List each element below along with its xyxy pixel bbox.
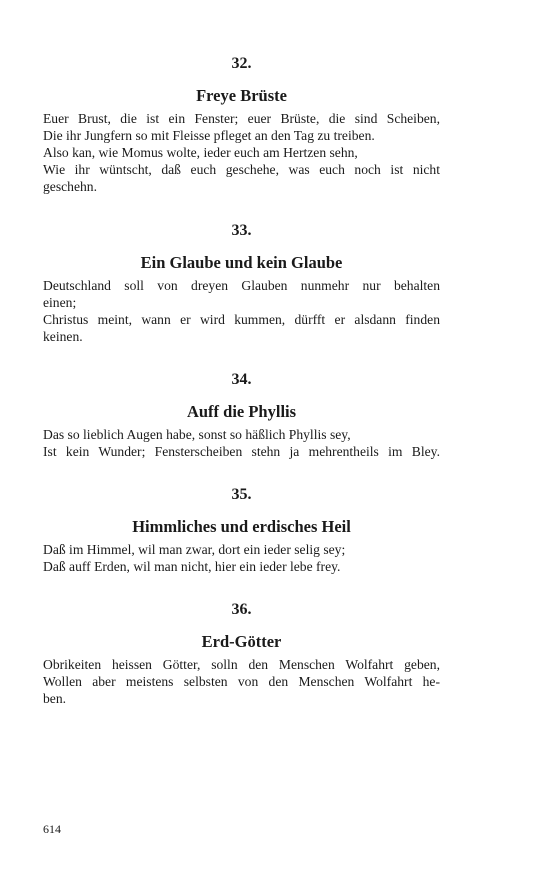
poem-line: Euer Brust, die ist ein Fenster; euer Brüste, die sind Scheiben,: [43, 111, 440, 126]
poem-line: Christus meint, wann er wird kummen, dürfft er alsdann finden: [43, 312, 440, 327]
poem-line: Wollen aber meistens selbsten von den Menschen Wolfahrt he-: [43, 674, 440, 689]
poem-title: Auff die Phyllis: [186, 402, 297, 421]
poem-line: Wie ihr wüntscht, daß euch geschehe, was euch noch ist nicht: [43, 162, 440, 177]
poem-number: 35.: [231, 486, 252, 503]
poem-body: [43, 541, 440, 575]
poem-number: 33.: [231, 222, 252, 239]
poem-body: [43, 426, 440, 460]
poem-36: [43, 600, 440, 707]
poem-35: [43, 485, 440, 575]
poem-body: [43, 656, 440, 707]
poem-line: Das so lieblich Augen habe, sonst so häßlich Phyllis sey,: [43, 427, 351, 442]
poem-line: Also kan, wie Momus wolte, ieder euch am Hertzen sehn,: [43, 145, 358, 160]
poem-line: geschehn.: [43, 179, 97, 194]
poem-line: Obrikeiten heissen Götter, solln den Menschen Wolfahrt geben,: [43, 657, 440, 672]
poem-line: Daß auff Erden, wil man nicht, hier ein ieder lebe frey.: [43, 559, 341, 574]
poem-body: [43, 110, 440, 195]
poem-number: 32.: [231, 55, 252, 72]
poem-title: Ein Glaube und kein Glaube: [140, 253, 343, 272]
poem-body: [43, 277, 440, 345]
page-content: [43, 54, 440, 707]
poem-line: Deutschland soll von dreyen Glauben nunmehr nur behalten: [43, 278, 440, 293]
poem-title: Erd-Götter: [201, 632, 282, 651]
page-number: 614: [43, 822, 61, 836]
poem-line: Die ihr Jungfern so mit Fleisse pfleget an den Tag zu treiben.: [43, 128, 375, 143]
poem-title: Freye Brüste: [196, 86, 287, 105]
poem-33: [43, 221, 440, 345]
poem-number: 36.: [231, 601, 252, 618]
poem-line: Daß im Himmel, wil man zwar, dort ein ieder selig sey;: [43, 542, 346, 557]
poem-line: Ist kein Wunder; Fensterscheiben stehn ja mehrentheils im Bley.: [43, 444, 440, 459]
poem-number: 34.: [231, 371, 252, 388]
poem-line: ben.: [43, 691, 67, 706]
poem-34: [43, 370, 440, 460]
poem-32: [43, 54, 440, 195]
poem-title: Himmliches und erdisches Heil: [132, 517, 351, 536]
poem-line: keinen.: [43, 329, 83, 344]
poem-line: einen;: [43, 295, 77, 310]
